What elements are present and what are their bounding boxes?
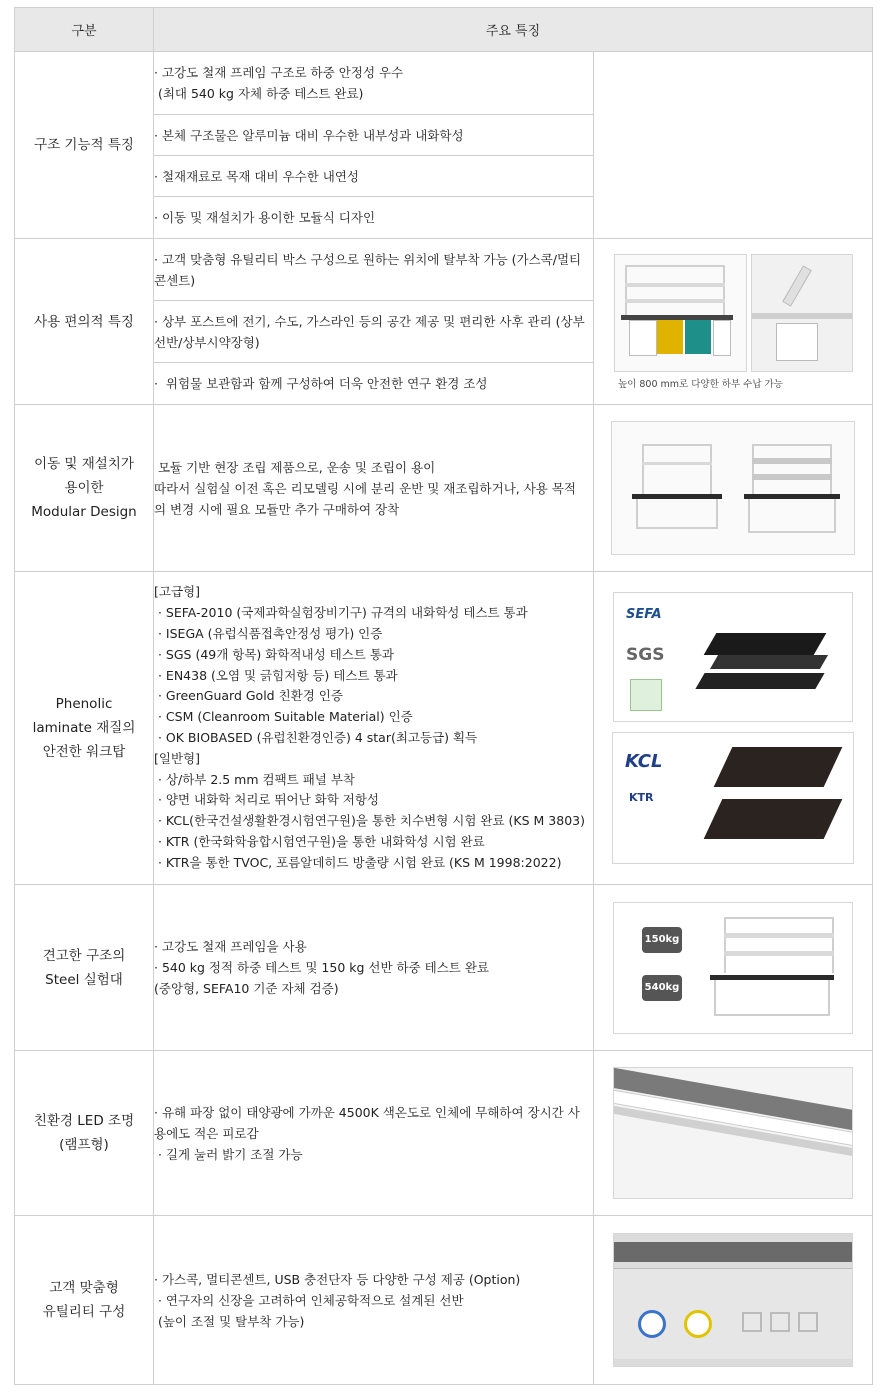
category-label: 견고한 구조의	[42, 947, 126, 964]
table-row	[15, 52, 873, 115]
image-cell	[594, 885, 873, 1051]
box-graphic	[776, 323, 818, 361]
feature-text: · 고강도 철재 프레임을 사용	[154, 939, 307, 954]
feature-text: · 540 kg 정적 하중 테스트 및 150 kg 선반 하중 테스트 완료	[154, 960, 489, 975]
category-label: 이동 및 재설치가	[34, 456, 134, 472]
feature-cell	[154, 301, 594, 363]
feature-text: · KCL(한국건설생활환경시험연구원)을 통한 치수변형 시험 완료 (KS M 3803)	[154, 813, 585, 829]
feature-cell	[154, 239, 594, 301]
image-cell	[594, 1216, 873, 1385]
table-row	[15, 1051, 873, 1216]
table-row	[15, 572, 873, 885]
feature-text: · 철재재료로 목재 대비 우수한 내연성	[154, 168, 359, 184]
category-label: (램프형)	[59, 1137, 109, 1153]
feature-text: · 본체 구조물은 알루미늄 대비 우수한 내부성과 내화학성	[154, 127, 464, 143]
feature-cell	[154, 1051, 594, 1216]
feature-text: 모듈 기반 현장 조립 제품으로, 운송 및 조립이 용이	[154, 459, 436, 475]
ktr-logo: KTR	[629, 791, 654, 804]
category-cell	[15, 885, 154, 1051]
category-label: laminate 재질의	[32, 720, 136, 736]
feature-text: (높이 조절 및 탈부착 가능)	[154, 1313, 305, 1329]
outlet-graphic	[798, 1312, 818, 1332]
shelf-graphic	[724, 933, 834, 938]
feature-text: · SEFA-2010 (국제과학실험장비기구) 규격의 내화학성 테스트 통과	[154, 605, 528, 621]
feature-cell	[154, 1216, 594, 1385]
gas-cock-blue-graphic	[638, 1310, 666, 1338]
feature-text: 따라서 실험실 이전 혹은 리모델링 시에 분리 운반 및 재조립하거나, 사용 목적	[154, 480, 577, 496]
outlet-graphic	[742, 1312, 762, 1332]
table-row	[15, 405, 873, 572]
bench-weight-graphic: 540kg	[642, 975, 682, 1001]
image-cell	[594, 239, 873, 405]
rack-graphic	[752, 444, 832, 494]
feature-cell	[154, 885, 594, 1051]
rack-graphic	[724, 917, 834, 973]
yellow-cabinet-graphic	[657, 320, 683, 354]
feature-text: (최대 540 kg 자체 하중 테스트 완료)	[154, 86, 364, 101]
table-row	[15, 885, 873, 1051]
shelf-graphic	[642, 462, 712, 465]
feature-text: [고급형]	[154, 584, 200, 600]
shelf-graphic	[752, 458, 832, 464]
feature-text: [일반형]	[154, 750, 200, 766]
category-label: Steel 실험대	[45, 971, 123, 988]
feature-spec-table	[14, 7, 873, 1385]
category-cell	[15, 239, 154, 405]
gas-cock-yellow-graphic	[684, 1310, 712, 1338]
worktop-slab-edge-graphic	[710, 655, 828, 669]
feature-text: · ISEGA (유럽식품접촉안정성 평가) 인증	[154, 626, 383, 642]
sefa-logo: SEFA	[626, 607, 662, 622]
steel-bench-load-image	[613, 902, 853, 1034]
fume-arm-image	[751, 254, 853, 372]
image-cell	[594, 405, 873, 572]
feature-text: · EN438 (오염 및 긁힘저항 등) 테스트 통과	[154, 667, 398, 683]
feature-text: · 상/하부 2.5 mm 컴팩트 패널 부착	[154, 771, 355, 787]
worktop-slab-graphic	[714, 747, 843, 787]
feature-text: · 고강도 철재 프레임 구조로 하중 안정성 우수	[154, 65, 404, 80]
feature-cell	[154, 405, 594, 572]
shelf-graphic	[625, 299, 725, 303]
cabinet-graphic	[629, 320, 657, 356]
feature-text: · 이동 및 재설치가 용이한 모듈식 디자인	[154, 210, 376, 225]
premium-worktop-image	[613, 592, 853, 722]
feature-text: 용에도 적은 피로감	[154, 1125, 259, 1141]
feature-text: · OK BIOBASED (유럽친환경인증) 4 star(최고등급) 획득	[154, 730, 478, 745]
image-cell	[594, 1051, 873, 1216]
feature-text: · 유해 파장 없이 태양광에 가까운 4500K 색온도로 인체에 무해하여 장시간 사	[154, 1104, 580, 1120]
header-category: 구분	[15, 8, 154, 52]
feature-text: 콘센트)	[154, 272, 196, 288]
feature-text: · CSM (Cleanroom Suitable Material) 인증	[154, 709, 413, 725]
outlet-graphic	[770, 1312, 790, 1332]
empty-image-cell	[594, 52, 873, 239]
sgs-logo: SGS	[626, 645, 665, 665]
modular-bench-image	[611, 421, 855, 555]
feature-cell	[154, 197, 594, 239]
category-label: Modular Design	[31, 504, 137, 520]
worktop-slab-graphic	[695, 673, 824, 689]
feature-text: · 위험물 보관함과 함께 구성하여 더욱 안전한 연구 환경 조성	[154, 376, 488, 391]
feature-text: · 길게 눌러 밝기 조절 가능	[154, 1146, 303, 1162]
cabinet-graphic	[713, 320, 731, 356]
leg-graphic	[714, 980, 830, 1016]
feature-text: (중앙형, SEFA10 기준 자체 검증)	[154, 981, 339, 996]
rack-graphic	[642, 444, 712, 494]
shelf-weight-graphic: 150kg	[642, 927, 682, 953]
upper-post-graphic	[614, 1242, 853, 1262]
leg-graphic	[748, 499, 836, 533]
feature-cell	[154, 363, 594, 405]
leg-graphic	[636, 499, 718, 529]
feature-text: · 가스콕, 멀티콘센트, USB 충전단자 등 다양한 구성 제공 (Option)	[154, 1271, 521, 1287]
feature-text: · GreenGuard Gold 친환경 인증	[154, 688, 343, 704]
image-cell	[594, 572, 873, 885]
category-label: 친환경 LED 조명	[33, 1113, 135, 1129]
shelf-graphic	[724, 951, 834, 956]
shelf-graphic	[752, 474, 832, 480]
category-cell	[15, 1216, 154, 1385]
category-label: 용이한	[64, 480, 104, 496]
feature-text: 선반/상부시약장형)	[154, 334, 260, 350]
category-cell	[15, 1051, 154, 1216]
feature-text: · 고객 맞춤형 유틸리티 박스 구성으로 원하는 위치에 탈부착 가능 (가스콕/멀티	[154, 251, 582, 267]
upper-rack-graphic	[625, 265, 725, 315]
worktop-slab-graphic	[704, 633, 827, 655]
category-label: 고객 맞춤형	[49, 1280, 119, 1296]
header-row	[15, 8, 873, 52]
feature-text: · KTR을 통한 TVOC, 포름알데히드 방출량 시험 완료 (KS M 1998:2022)	[154, 854, 562, 870]
feature-text: · 양면 내화학 처리로 뛰어난 화학 저항성	[154, 792, 379, 808]
standard-worktop-image	[612, 732, 854, 864]
category-label: 구조 기능적 특징	[34, 137, 134, 153]
feature-cell	[154, 156, 594, 197]
category-label: Phenolic	[55, 696, 113, 712]
image-caption: 높이 800 mm로 다양한 하부 수납 가능	[618, 378, 783, 390]
feature-cell	[154, 52, 594, 115]
table-row	[15, 239, 873, 301]
bench-edge-graphic	[752, 313, 853, 319]
header-features: 주요 특징	[154, 8, 873, 52]
arm-graphic	[782, 265, 812, 306]
kcl-logo: KCL	[625, 751, 663, 772]
category-label: 유틸리티 구성	[42, 1304, 126, 1320]
led-lamp-image	[613, 1067, 853, 1199]
utility-box-image	[613, 1233, 853, 1367]
table-row	[15, 1216, 873, 1385]
worktop-slab-graphic	[704, 799, 843, 839]
category-cell	[15, 405, 154, 572]
feature-text: · 연구자의 신장을 고려하여 인체공학적으로 설계된 선반	[154, 1292, 464, 1308]
feature-text: · 상부 포스트에 전기, 수도, 가스라인 등의 공간 제공 및 편리한 사후 관리 (상부	[154, 313, 585, 329]
feature-text: · KTR (한국화학융합시험연구원)을 통한 내화학성 시험 완료	[154, 833, 485, 849]
shelf-graphic	[625, 283, 725, 287]
category-cell	[15, 52, 154, 239]
feature-cell	[154, 115, 594, 156]
category-label: 안전한 워크탑	[42, 744, 126, 760]
feature-text: · SGS (49개 항목) 화학적내성 테스트 통과	[154, 646, 394, 662]
feature-cell	[154, 572, 594, 885]
feature-text: 의 변경 시에 필요 모듈만 추가 구매하여 장착	[154, 501, 400, 517]
greenguard-logo	[630, 679, 662, 711]
spec-table-wrapper	[14, 7, 872, 1385]
lab-bench-cabinet-image	[614, 254, 747, 372]
teal-cabinet-graphic	[685, 320, 711, 354]
category-label: 사용 편의적 특징	[34, 313, 134, 330]
category-cell	[15, 572, 154, 885]
